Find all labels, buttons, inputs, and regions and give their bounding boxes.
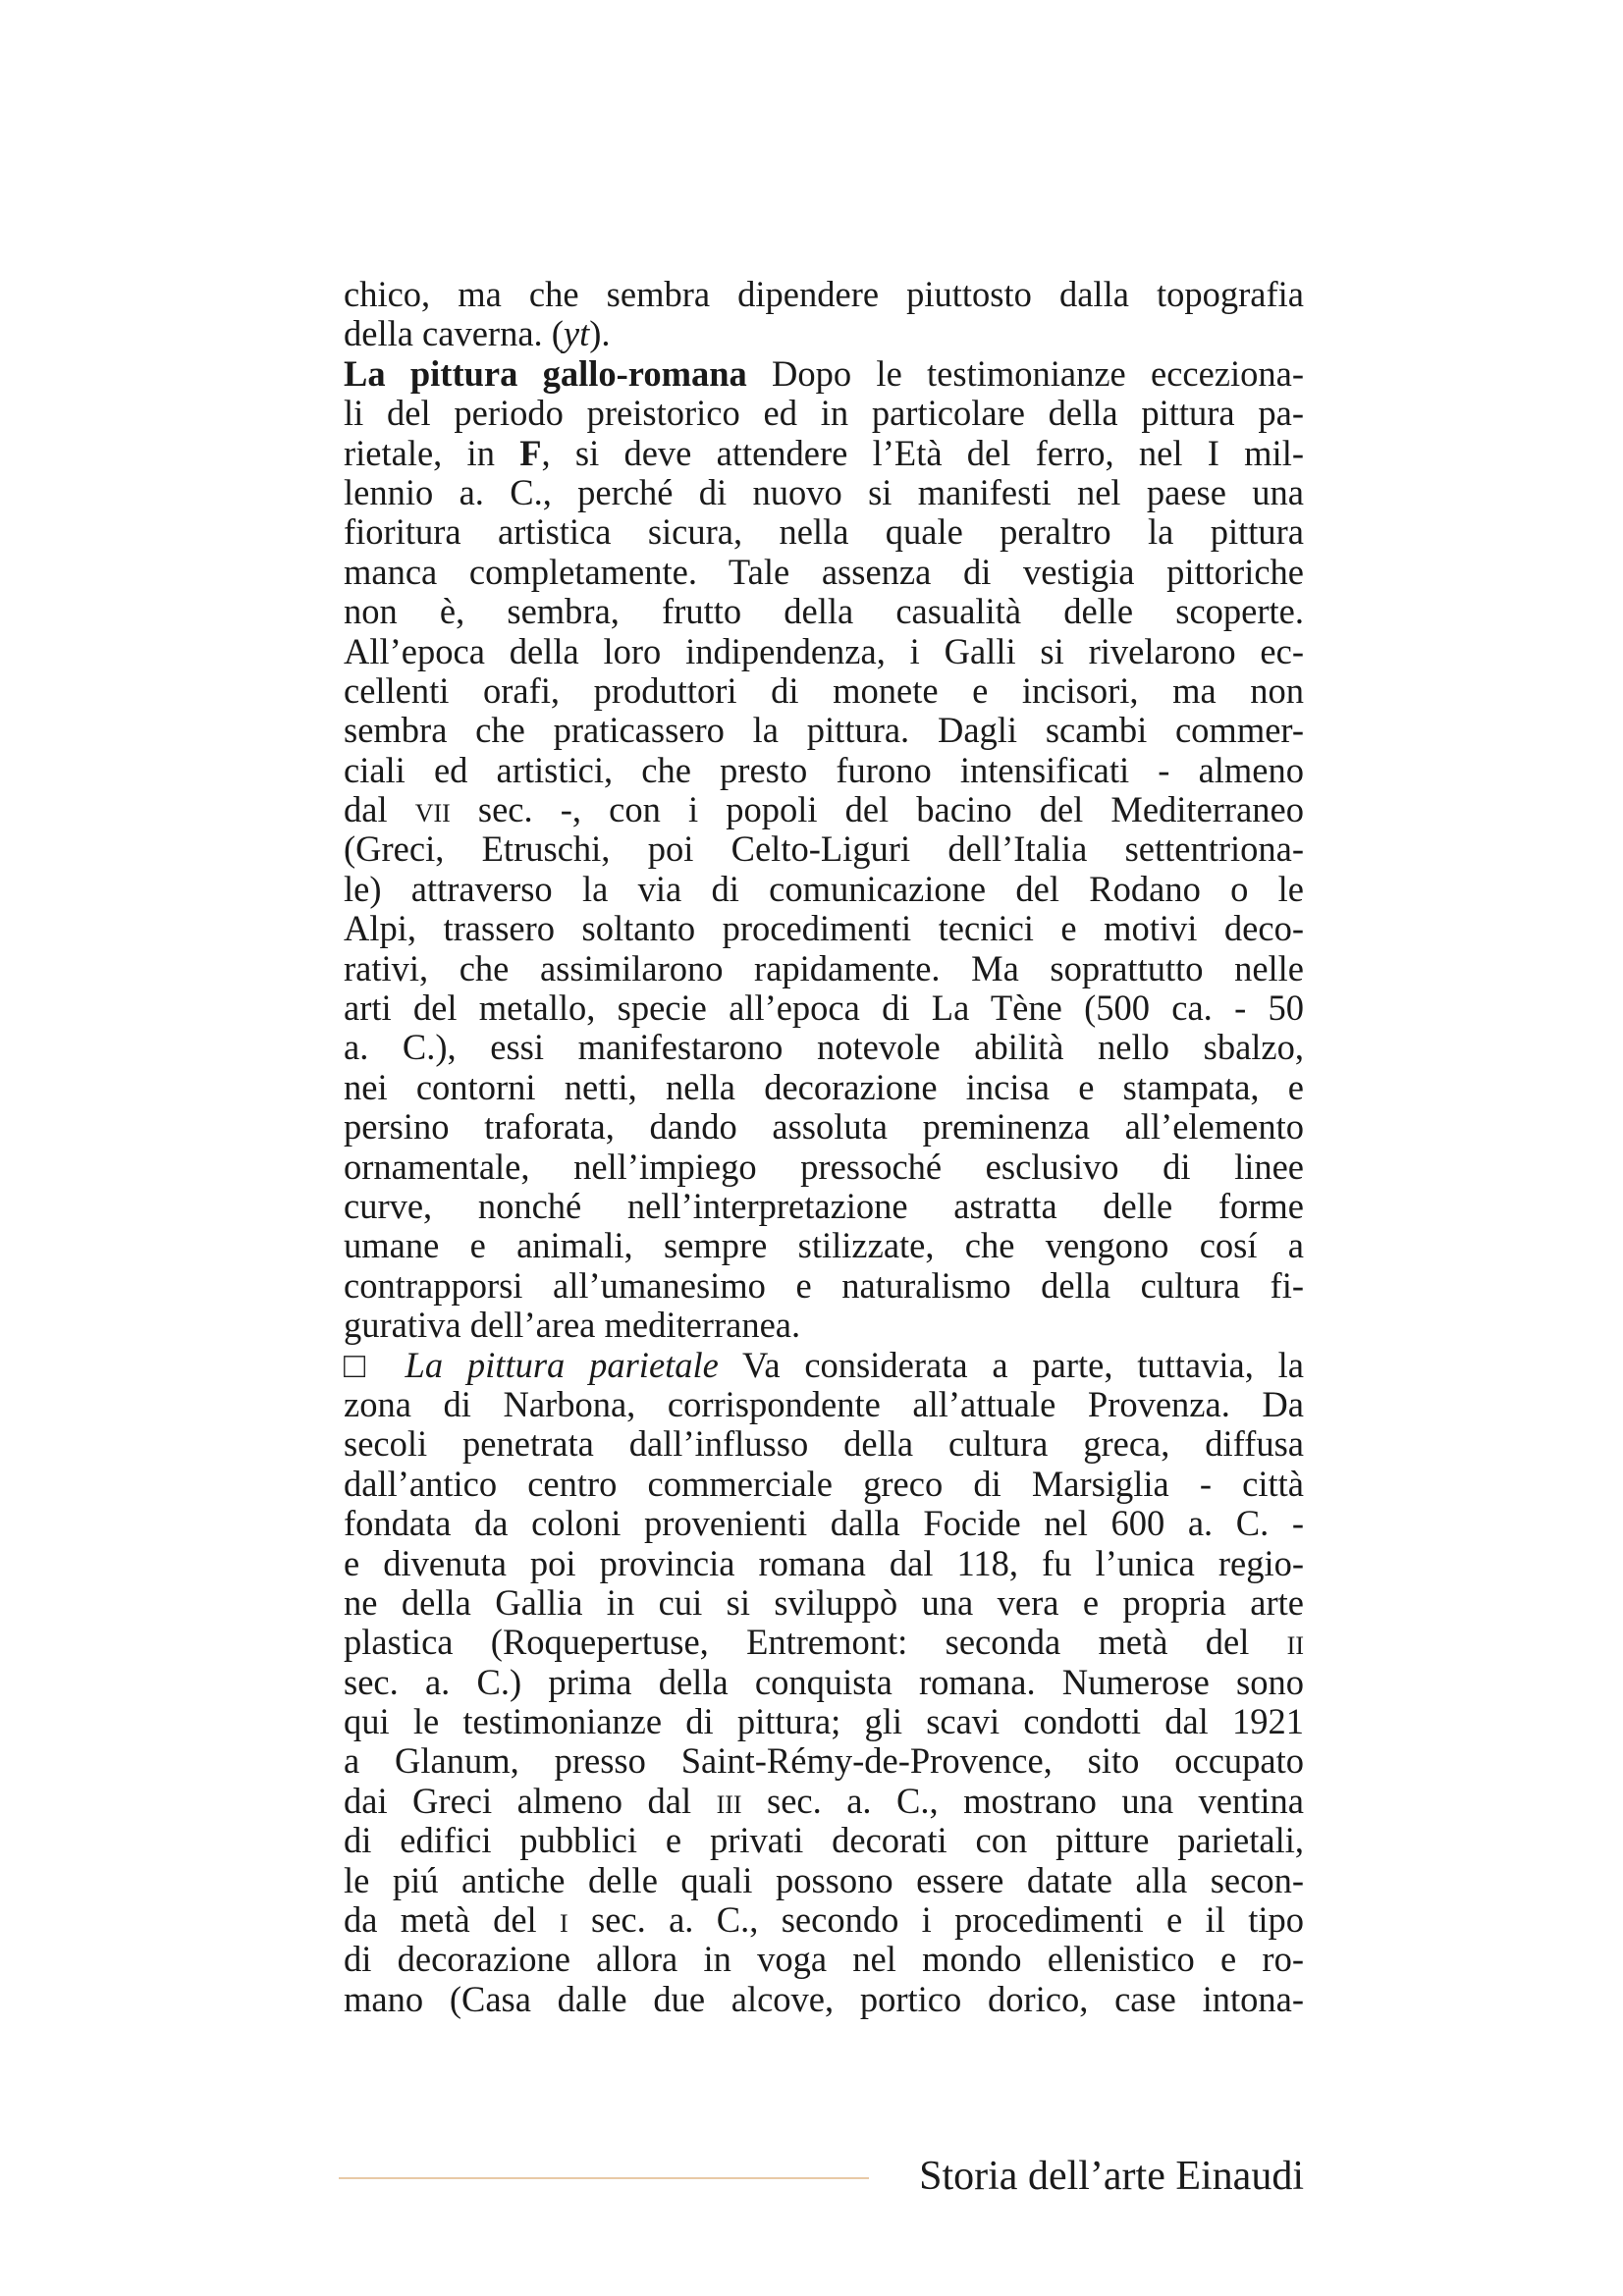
text-line: ornamentale, nell’impiego pressoché esclusivo di linee [344,1146,1304,1187]
text-line: dall’antico centro commerciale greco di Marsiglia - città [344,1463,1304,1504]
text-line: arti del metallo, specie all’epoca di La Tène (500 ca. - 50 [344,988,1304,1029]
text-line: a Glanum, presso Saint-Rémy-de-Provence, sito occupato [344,1740,1304,1782]
text-line: fioritura artistica sicura, nella quale peraltro la pittura [344,511,1304,553]
text-line: le piú antiche delle quali possono essere datate alla secon- [344,1859,1304,1900]
text-line: persino traforata, dando assoluta preminenza all’elemento [344,1106,1304,1148]
country-reference: F [519,432,542,473]
text-line: curve, nonché nell’interpretazione astratta delle forme [344,1185,1304,1226]
text-line: della caverna. (yt). [344,313,611,354]
text-line: ciali ed artistici, che presto furono intensificati - almeno [344,749,1304,790]
text-line: plastica (Roquepertuse, Entremont: seconda metà del ii [344,1622,1304,1663]
text-line: manca completamente. Tale assenza di vestigia pittoriche [344,551,1304,592]
text-line: da metà del i sec. a. C., secondo i procedimenti e il tipo [344,1899,1304,1941]
century-numeral: iii [716,1780,742,1821]
century-numeral: vii [414,789,451,830]
text-line: mano (Casa dalle due alcove, portico dorico, case intona- [344,1978,1304,2019]
footer-title: Storia dell’arte Einaudi [919,2154,1304,2199]
text-line: zona di Narbona, corrispondente all’attuale Provenza. Da [344,1383,1304,1424]
text-line: e divenuta poi provincia romana dal 118, fu l’unica regio- [344,1542,1304,1583]
section-heading: La pittura gallo-romana [344,352,747,394]
text-line: contrapporsi all’umanesimo e naturalismo della cultura fi- [344,1264,1304,1306]
text-line: rietale, in F, si deve attendere l’Età del ferro, nel I mil- [344,432,1304,473]
text-line: dal vii sec. -, con i popoli del bacino del Mediterraneo [344,789,1304,830]
text-line: dai Greci almeno dal iii sec. a. C., mostrano una ventina [344,1780,1304,1821]
text-line: La pittura gallo-romana Dopo le testimonianze ecceziona- [344,352,1304,394]
century-numeral: i [560,1899,568,1941]
text-line: secoli penetrata dall’influsso della cultura greca, diffusa [344,1423,1304,1465]
text-line: sec. a. C.) prima della conquista romana. Numerose sono [344,1661,1304,1702]
text-line: (Greci, Etruschi, poi Celto-Liguri dell’Italia settentriona- [344,828,1304,870]
text-line: le) attraverso la via di comunicazione del Rodano o le [344,868,1304,909]
text-line: di decorazione allora in voga nel mondo ellenistico e ro- [344,1939,1304,1980]
text-line: ne della Gallia in cui si sviluppò una vera e propria arte [344,1581,1304,1623]
text-line: All’epoca della loro indipendenza, i Galli si rivelarono ec- [344,630,1304,671]
text-line: nei contorni netti, nella decorazione incisa e stampata, e [344,1066,1304,1107]
text-line: sembra che praticassero la pittura. Dagli scambi commer- [344,710,1304,751]
text-line: rativi, che assimilarono rapidamente. Ma soprattutto nelle [344,947,1304,988]
text-line: cellenti orafi, produttori di monete e incisori, ma non [344,669,1304,711]
text-line: di edifici pubblici e privati decorati con pitture parietali, [344,1820,1304,1861]
body-text [344,275,1304,2019]
text-line: umane e animali, sempre stilizzate, che vengono cosí a [344,1225,1304,1266]
text-line: a. C.), essi manifestarono notevole abilità nello sbalzo, [344,1027,1304,1068]
text-line: chico, ma che sembra dipendere piuttosto dalla topografia [344,274,1304,314]
text-line: non è, sembra, frutto della casualità delle scoperte. [344,591,1304,632]
text-line: Alpi, trassero soltanto procedimenti tecnici e motivi deco- [344,908,1304,949]
text-line: li del periodo preistorico ed in particolare della pittura pa- [344,393,1304,434]
footer-rule [339,2177,869,2179]
text-line: gurativa dell’area mediterranea. [344,1305,801,1346]
text-line: qui le testimonianze di pittura; gli scavi condotti dal 1921 [344,1701,1304,1742]
author-initials: yt [563,313,590,354]
text-line: fondata da coloni provenienti dalla Focide nel 600 a. C. - [344,1503,1304,1544]
century-numeral: ii [1286,1622,1304,1663]
text-line: lennio a. C., perché di nuovo si manifesti nel paese una [344,471,1304,512]
text-line: □ La pittura parietale Va considerata a parte, tuttavia, la [344,1344,1304,1385]
subsection-heading: La pittura parietale [405,1344,719,1385]
square-bullet-icon: □ [344,1344,406,1385]
